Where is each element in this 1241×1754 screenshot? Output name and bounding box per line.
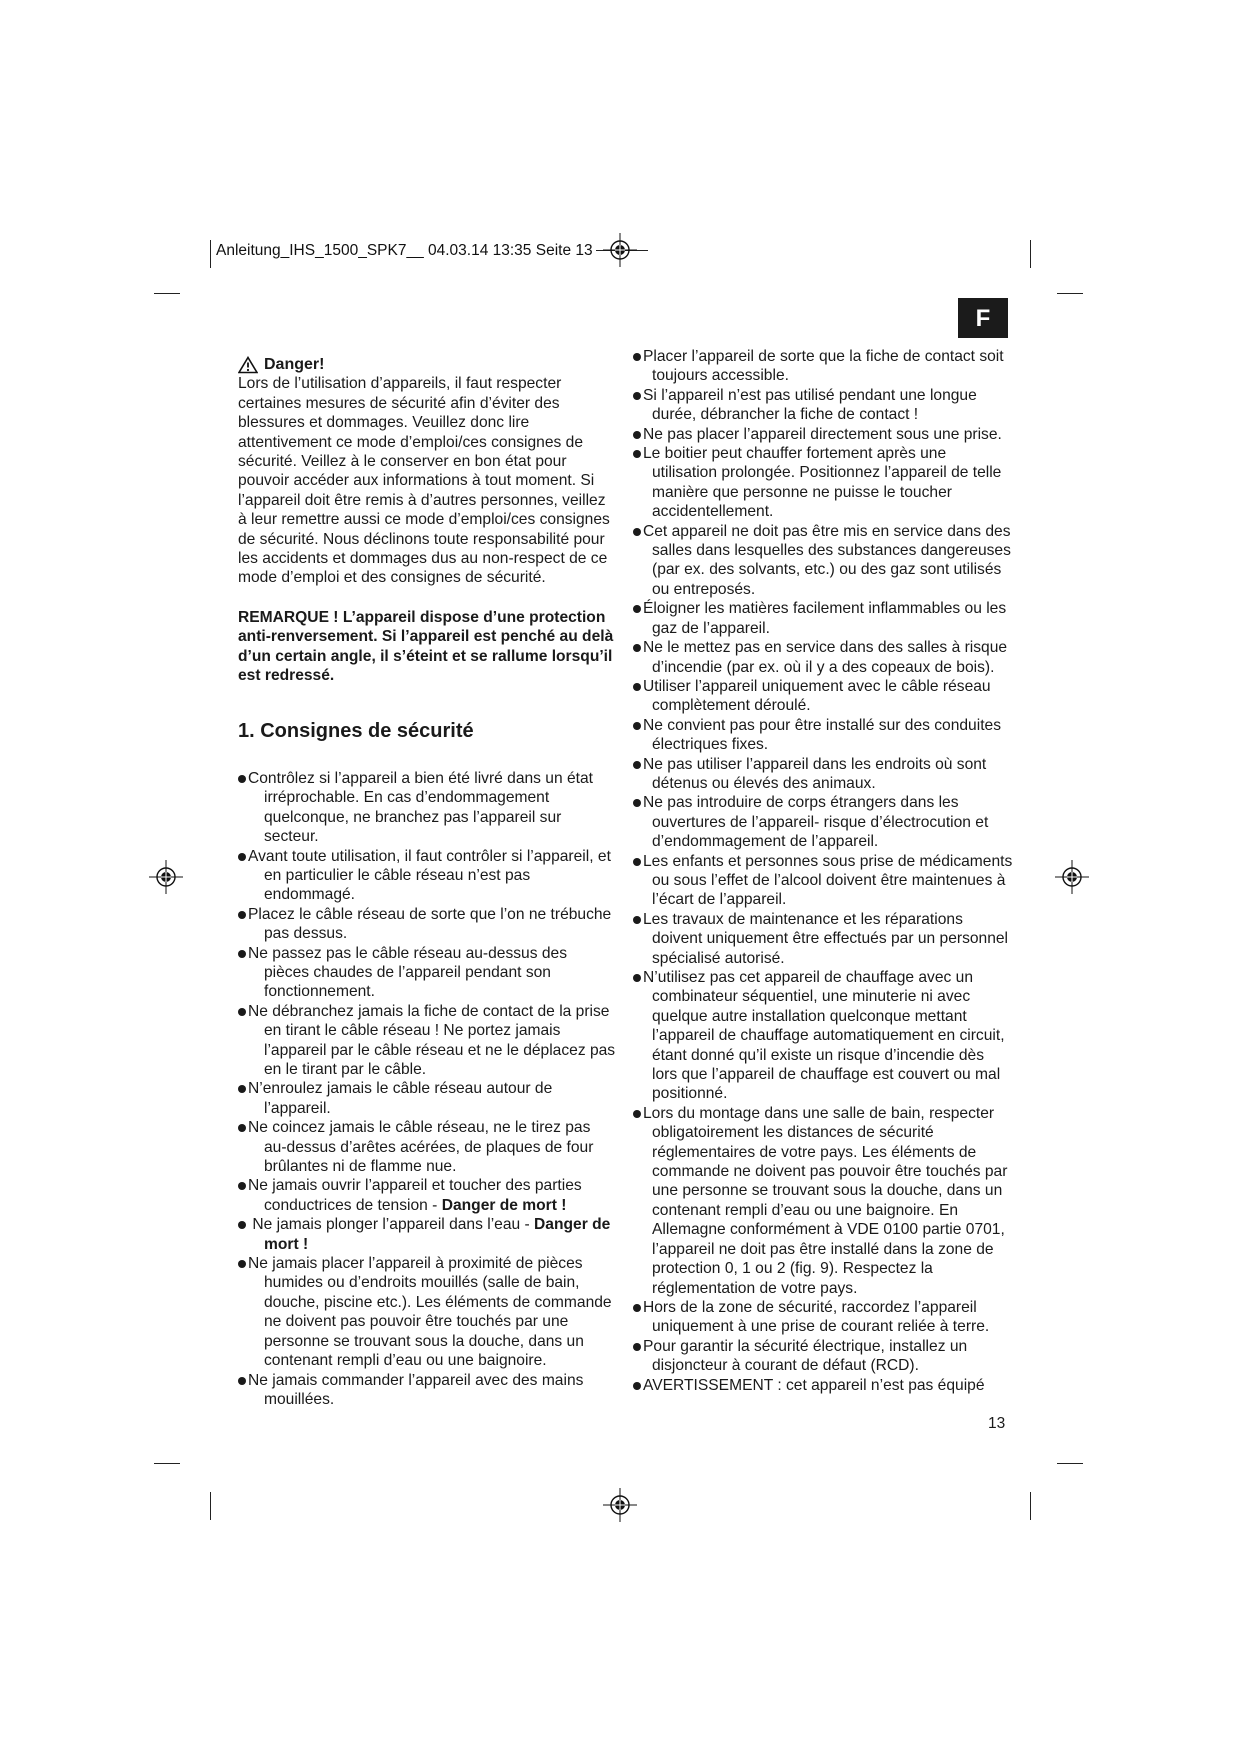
- right-column: [633, 347, 1013, 1395]
- trim-mark: [210, 240, 211, 268]
- list-item: Lors du montage dans une salle de bain, respecter obligatoirement les distances de sécurité réglementaires de votre pays. Les éléments de commande ne doivent pas pouvoir être touchés par une personne se trouvant sous la douche, dans un contenant rempli d’eau ou une baignoire. En Allemagne conformément à VDE 0100 partie 0701, l’appareil ne doit pas être installé dans la zone de protection 0, 1 ou 2 (fig. 9). Respectez la réglementation de votre pays.: [633, 1104, 1013, 1298]
- list-item: Avant toute utilisation, il faut contrôler si l’appareil, et en particulier le câble réseau n’est pas endommagé.: [238, 847, 616, 905]
- trim-mark: [210, 1492, 211, 1520]
- list-item: Cet appareil ne doit pas être mis en service dans des salles dans lesquelles des substances dangereuses (par ex. des solvants, etc.) ou des gaz sont utilisés ou entreposés.: [633, 522, 1013, 600]
- registration-mark-icon: [1055, 860, 1089, 894]
- danger-paragraph: Lors de l’utilisation d’appareils, il faut respecter certaines mesures de sécurité afin d’éviter des blessures et dommages. Veuillez donc lire attentivement ce mode d’emploi/ces consignes de sécurité. Veillez à le conserver en bon état pour pouvoir accéder aux informations à tout moment. Si l’appareil doit être remis à d’autres personnes, veillez à leur remettre aussi ce mode d’emploi/ces consignes de sécurité. Nous déclinons toute responsabilité pour les accidents et dommages dus au non-respect de ce mode d’emploi et des consignes de sécurité.: [238, 375, 610, 587]
- print-slug: Anleitung_IHS_1500_SPK7__ 04.03.14 13:35 Seite 13: [216, 242, 593, 259]
- list-item: Ne le mettez pas en service dans des salles à risque d’incendie (par ex. où il y a des copeaux de bois).: [633, 638, 1013, 677]
- remark-paragraph: REMARQUE ! L’appareil dispose d’une protection anti-renversement. Si l’appareil est penché au delà d’un certain angle, il s’éteint et se rallume lorsqu’il est redressé.: [238, 608, 614, 685]
- trim-mark: [1057, 1463, 1083, 1464]
- list-item: Ne pas placer l’appareil directement sous une prise.: [633, 425, 1013, 444]
- registration-mark-icon: [603, 233, 637, 267]
- list-item: Placez le câble réseau de sorte que l’on ne trébuche pas dessus.: [238, 905, 616, 944]
- list-item: Les enfants et personnes sous prise de médicaments ou sous l’effet de l’alcool doivent être maintenues à l’écart de l’appareil.: [633, 852, 1013, 910]
- safety-list-right: [633, 347, 1013, 1395]
- list-item: Placer l’appareil de sorte que la fiche de contact soit toujours accessible.: [633, 347, 1013, 386]
- trim-mark: [154, 293, 180, 294]
- list-item: Ne passez pas le câble réseau au-dessus des pièces chaudes de l’appareil pendant son fonctionnement.: [238, 944, 616, 1002]
- list-item: Pour garantir la sécurité électrique, installez un disjoncteur à courant de défaut (RCD).: [633, 1337, 1013, 1376]
- trim-mark: [154, 1463, 180, 1464]
- list-item: N’utilisez pas cet appareil de chauffage avec un combinateur séquentiel, une minuterie ni avec quelque autre installation quelconque mettant l’appareil de chauffage automatiquement en circuit, étant donné qu’il existe un risque d’incendie dès lors que l’appareil de chauffage est couvert ou mal positionné.: [633, 968, 1013, 1104]
- list-item: Ne convient pas pour être installé sur des conduites électriques fixes.: [633, 716, 1013, 755]
- list-item: Ne coincez jamais le câble réseau, ne le tirez pas au-dessus d’arêtes acérées, de plaques de four brûlantes ni de flamme nue.: [238, 1118, 616, 1176]
- danger-heading: [238, 355, 616, 374]
- warning-triangle-icon: [238, 356, 258, 374]
- left-column: [238, 355, 616, 1409]
- registration-mark-icon: [603, 1488, 637, 1522]
- list-item: Ne jamais commander l’appareil avec des mains mouillées.: [238, 1371, 616, 1410]
- danger-emphasis: Danger de mort !: [441, 1196, 567, 1214]
- list-item: Ne débranchez jamais la fiche de contact de la prise en tirant le câble réseau ! Ne portez jamais l’appareil par le câble réseau et ne le déplacez pas en le tirant par le câble.: [238, 1002, 616, 1080]
- trim-mark: [1030, 1492, 1031, 1520]
- list-item: Le boitier peut chauffer fortement après une utilisation prolongée. Positionnez l’appareil de telle manière que personne ne puisse le toucher accidentellement.: [633, 444, 1013, 522]
- trim-mark: [1057, 293, 1083, 294]
- trim-mark: [1030, 240, 1031, 268]
- list-item-text: Ne jamais plonger l’appareil dans l’eau -: [248, 1216, 535, 1234]
- list-item: Hors de la zone de sécurité, raccordez l’appareil uniquement à une prise de courant reliée à terre.: [633, 1298, 1013, 1337]
- list-item: Ne pas introduire de corps étrangers dans les ouvertures de l’appareil- risque d’électrocution et d’endommagement de l’appareil.: [633, 793, 1013, 851]
- danger-title: Danger!: [264, 356, 325, 373]
- registration-mark-icon: [149, 860, 183, 894]
- language-tab: F: [958, 298, 1008, 338]
- list-item: N’enroulez jamais le câble réseau autour de l’appareil.: [238, 1079, 616, 1118]
- safety-list-left: [238, 769, 616, 1409]
- list-item: Éloigner les matières facilement inflammables ou les gaz de l’appareil.: [633, 599, 1013, 638]
- list-item: [238, 1215, 616, 1254]
- list-item-text: Ne jamais ouvrir l’appareil et toucher des parties conductrices de tension -: [248, 1177, 582, 1214]
- list-item: AVERTISSEMENT : cet appareil n’est pas équipé: [633, 1376, 1013, 1395]
- page-number: 13: [988, 1415, 1006, 1432]
- list-item: Contrôlez si l’appareil a bien été livré dans un état irréprochable. En cas d’endommagement quelconque, ne branchez pas l’appareil sur secteur.: [238, 769, 616, 847]
- danger-emphasis: Danger de mort !: [264, 1216, 611, 1253]
- list-item: Ne pas utiliser l’appareil dans les endroits où sont détenus ou élevés des animaux.: [633, 755, 1013, 794]
- list-item: [238, 1176, 616, 1215]
- list-item: Si l’appareil n’est pas utilisé pendant une longue durée, débrancher la fiche de contact !: [633, 386, 1013, 425]
- section-title: 1. Consignes de sécurité: [238, 719, 474, 742]
- list-item: Utiliser l’appareil uniquement avec le câble réseau complètement déroulé.: [633, 677, 1013, 716]
- list-item: Ne jamais placer l’appareil à proximité de pièces humides ou d’endroits mouillés (salle de bain, douche, piscine etc.). Les éléments de commande ne doivent pas pouvoir être touchés par une personne se trouvant sous la douche, dans un contenant rempli d’eau ou une baignoire.: [238, 1254, 616, 1370]
- list-item: Les travaux de maintenance et les réparations doivent uniquement être effectués par un personnel spécialisé autorisé.: [633, 910, 1013, 968]
